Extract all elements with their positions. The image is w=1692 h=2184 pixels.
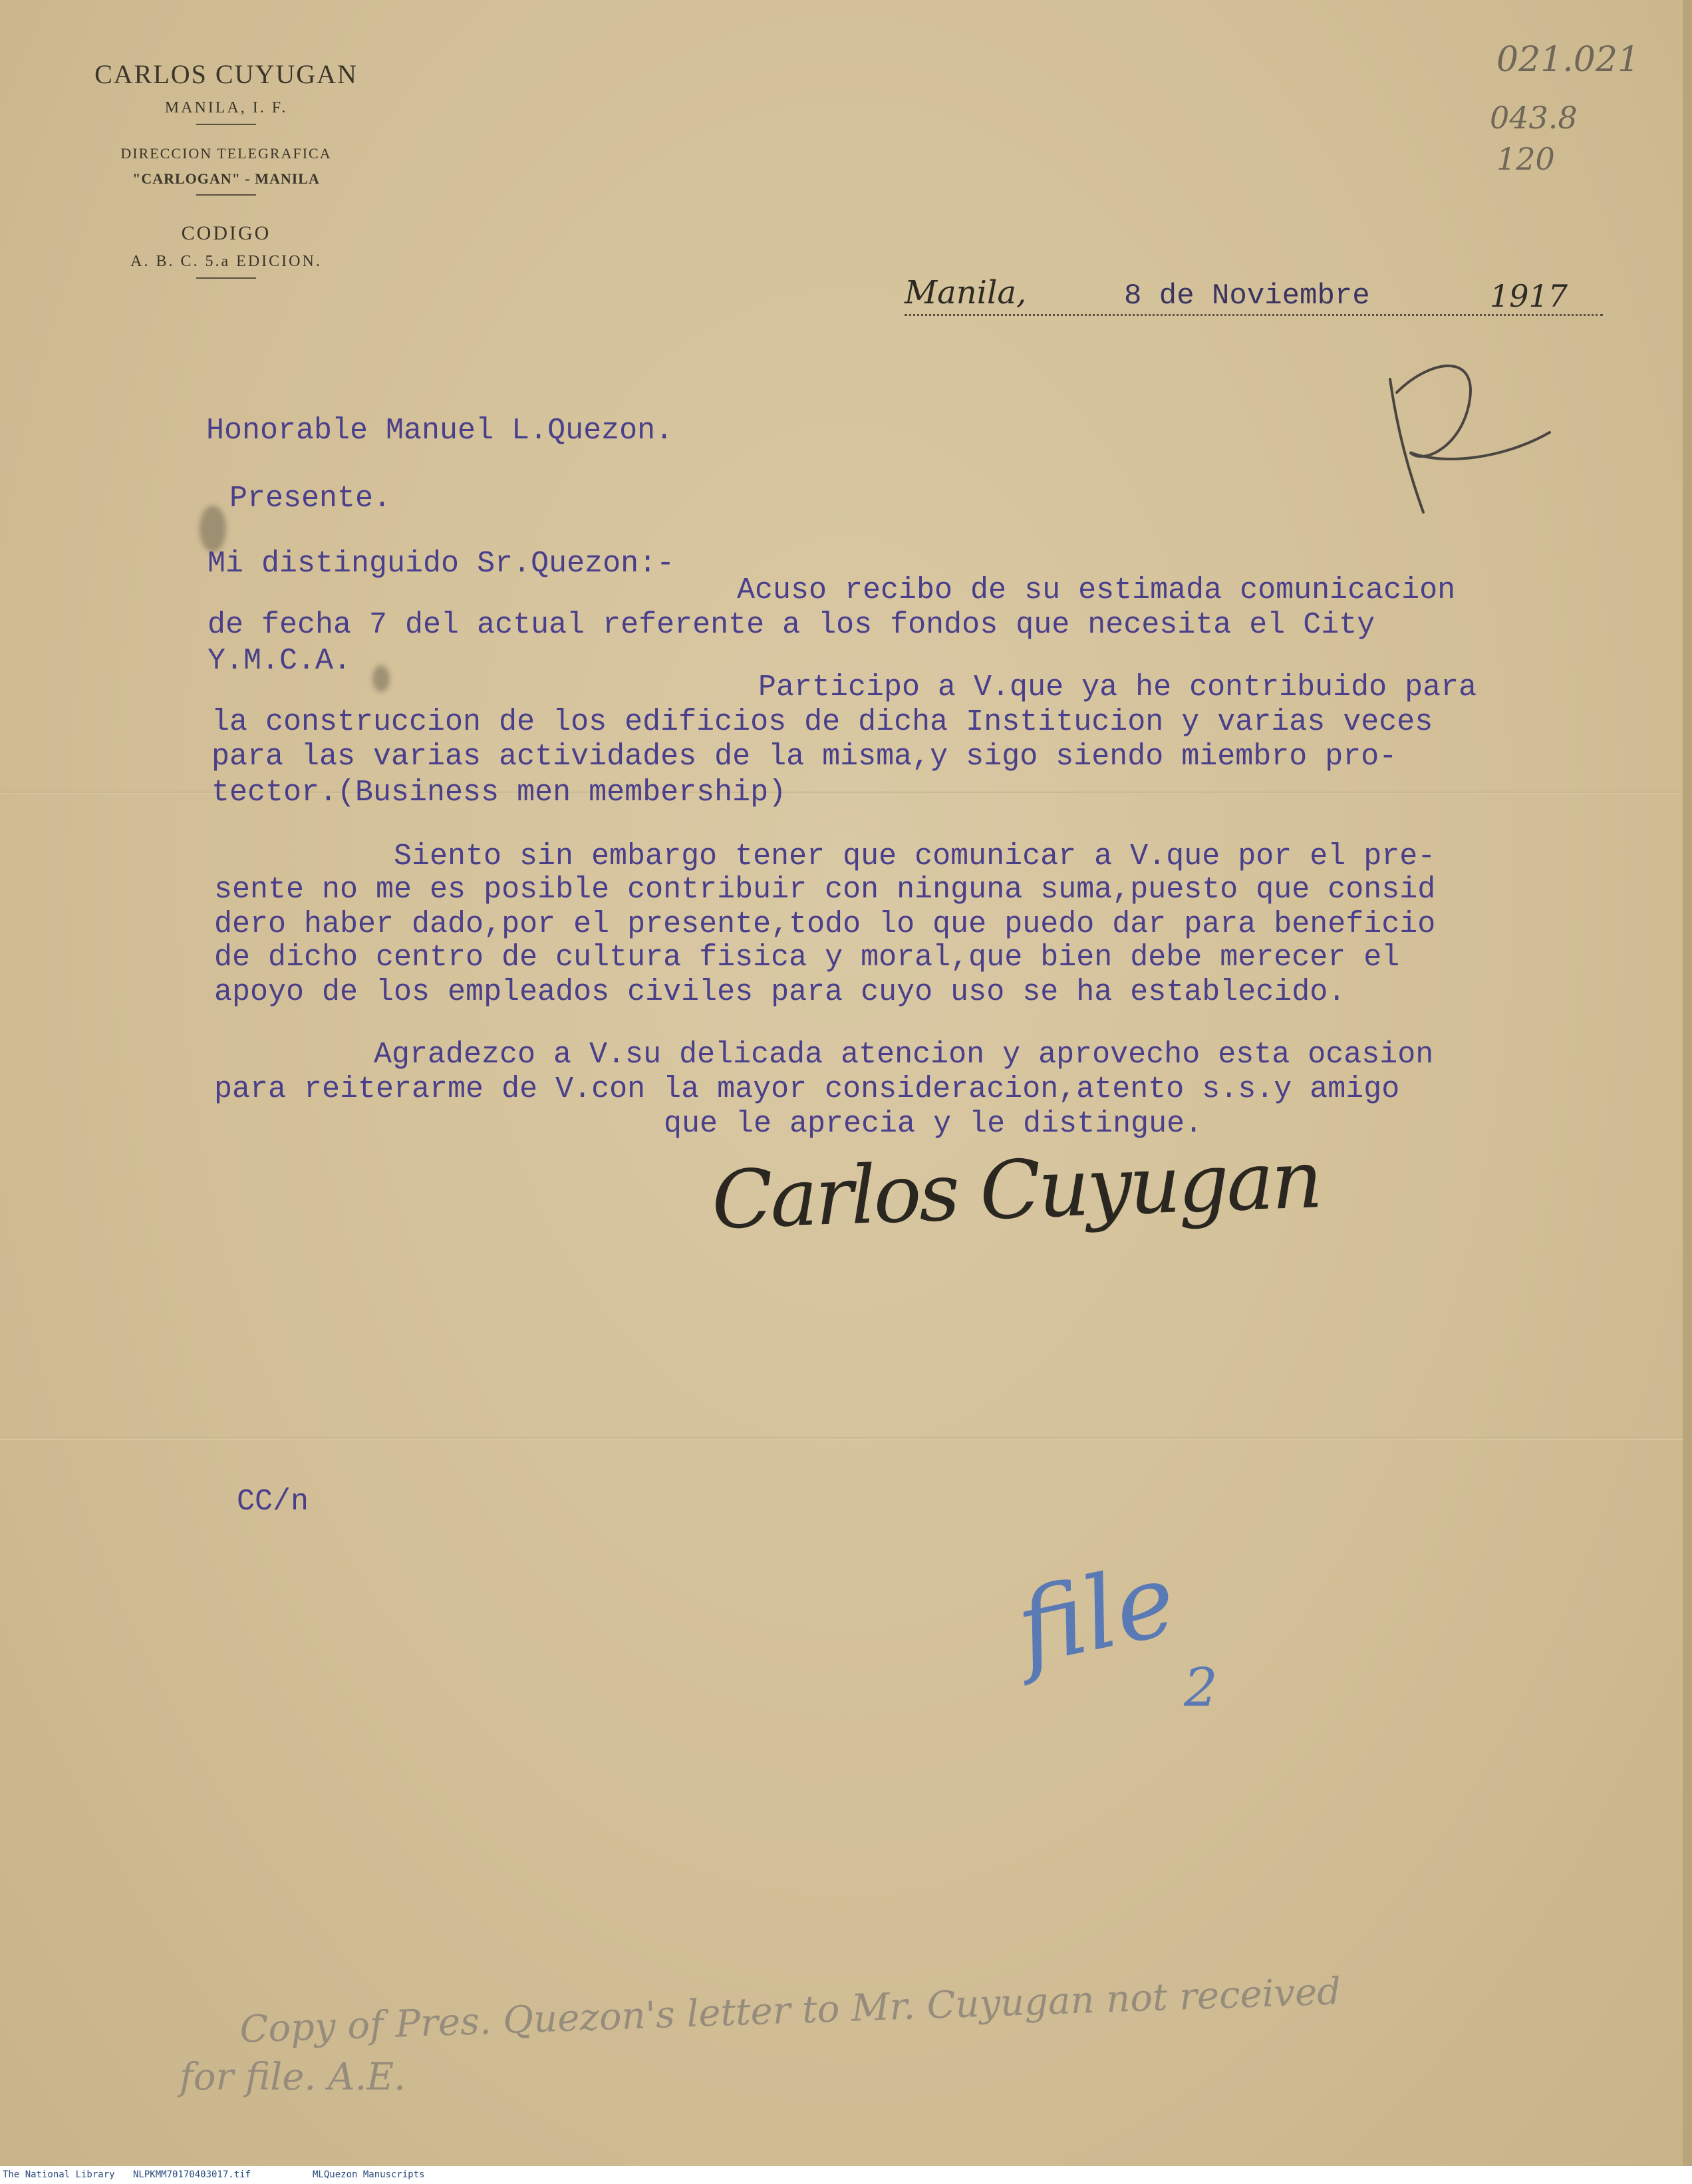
letter-line: sente no me es posible contribuir con ninguna suma,puesto que consid (214, 873, 1436, 907)
footer-filename: NLPKMM70170403017.tif (133, 2169, 251, 2180)
fold-line (0, 1437, 1692, 1440)
archive-number: 021.021 (1496, 40, 1640, 80)
letter-line: Acuso recibo de su estimada comunicacion (737, 573, 1456, 607)
divider (196, 194, 256, 196)
archive-number: 120 (1496, 141, 1555, 177)
file-annotation: file (1007, 1541, 1186, 1688)
file-annotation-number: 2 (1184, 1656, 1218, 1718)
signature: Carlos Cuyugan (710, 1134, 1322, 1247)
divider (196, 277, 256, 279)
letter-line: de dicho centro de cultura fisica y moral,que bien debe merecer el (214, 941, 1400, 975)
letter-line: Participo a V.que ya he contribuido para (758, 671, 1477, 704)
addressee: Honorable Manuel L.Quezon. (206, 414, 674, 448)
archive-number: 043.8 (1490, 100, 1578, 136)
letter-line: tector.(Business men membership) (212, 776, 787, 810)
letter-line: la construccion de los edificios de dicha Institucion y varias veces (212, 705, 1433, 739)
initial-r-mark (1370, 344, 1570, 526)
initial-r-text: R (1370, 344, 1377, 355)
letter-line: Agradezco a V.su delicada atencion y aprovecho esta ocasion (374, 1038, 1434, 1072)
pencil-note: for file. A.E. (180, 2056, 406, 2099)
code-title: CODIGO (181, 222, 271, 244)
pencil-note: Copy of Pres. Quezon's letter to Mr. Cuyugan not received (239, 1970, 1342, 2052)
presente: Presente. (229, 482, 392, 516)
letter-line: para las varias actividades de la misma,y sigo siendo miembro pro- (212, 740, 1397, 774)
letter-line: dero haber dado,por el presente,todo lo que puedo dar para beneficio (214, 907, 1436, 941)
telegraph-address: "CARLOGAN" - MANILA (132, 170, 320, 187)
date-text: 8 de Noviembre (1124, 279, 1370, 313)
date-year: 1917 (1490, 278, 1568, 314)
dateline (905, 274, 1603, 316)
divider (196, 124, 256, 125)
letterhead-location: MANILA, I. F. (164, 99, 288, 116)
ink-smudge (372, 665, 390, 692)
ink-smudge (200, 506, 226, 552)
letter-line: Siento sin embargo tener que comunicar a V.que por el pre- (394, 840, 1436, 873)
cc-initials: CC/n (237, 1485, 309, 1519)
footer-collection: MLQuezon Manuscripts (313, 2169, 425, 2180)
date-place: Manila, (905, 274, 1027, 311)
letter-line: Y.M.C.A. (208, 644, 352, 678)
letterhead-name: CARLOS CUYUGAN (94, 59, 358, 89)
letter-line: que le aprecia y le distingue. (664, 1107, 1203, 1141)
telegraph-title: DIRECCION TELEGRAFICA (120, 145, 332, 162)
code-value: A. B. C. 5.a EDICION. (130, 253, 322, 270)
letterhead (53, 59, 399, 279)
letter-line: de fecha 7 del actual referente a los fondos que necesita el City (208, 608, 1375, 642)
page-edge (1683, 0, 1692, 2166)
footer-library: The National Library (3, 2169, 115, 2180)
salutation: Mi distinguido Sr.Quezon:- (208, 547, 675, 581)
letter-line: apoyo de los empleados civiles para cuyo uso se ha establecido. (214, 975, 1346, 1009)
letter-line: para reiterarme de V.con la mayor consideracion,atento s.s.y amigo (214, 1072, 1400, 1106)
scan-footer (0, 2166, 1692, 2184)
